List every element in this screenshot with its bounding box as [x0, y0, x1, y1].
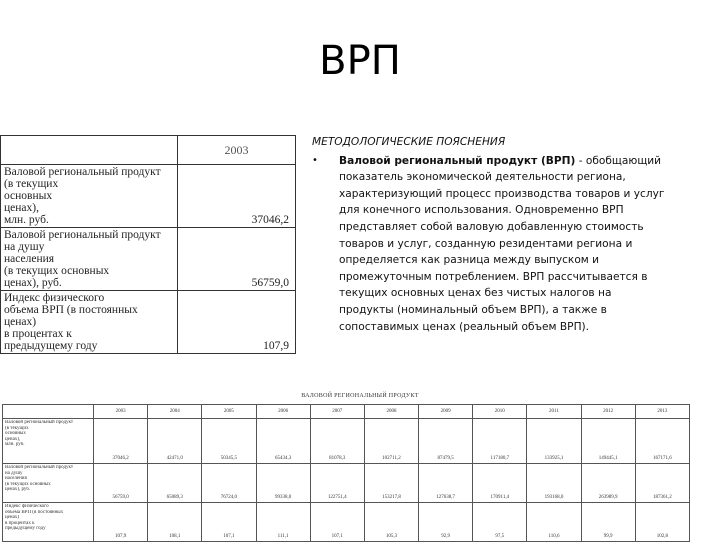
- row-value: 56759,0: [94, 464, 148, 503]
- row-label: [1, 228, 178, 291]
- row-value: 56759,0: [178, 228, 296, 291]
- row-label-line: ценах), руб.: [5, 487, 31, 493]
- row-label-line: Валовой региональный продукт: [4, 229, 161, 241]
- row-value: 97,5: [473, 503, 527, 542]
- row-value: 108,1: [148, 503, 202, 542]
- bullet-line: показатель экономической деятельности региона,: [339, 171, 626, 184]
- table-row: [1, 228, 296, 291]
- row-label-line: (в текущих: [4, 178, 59, 190]
- row-label-line: в процентах к: [5, 520, 35, 526]
- row-label-line: предыдущему году: [4, 340, 98, 352]
- row-value: 187361,2: [635, 464, 689, 503]
- bold-term: Валовой региональный продукт (ВРП): [339, 154, 576, 167]
- row-label-line: Индекс физического: [4, 292, 105, 304]
- row-value: 263989,9: [581, 464, 635, 503]
- row-label-line: населения: [4, 253, 55, 265]
- row-label-line: Валовой региональный продукт: [4, 166, 161, 178]
- row-label-line: (в текущих основных: [4, 265, 110, 277]
- row-label-line: млн. руб.: [4, 214, 49, 226]
- bullet-line: промежуточным потреблением. ВРП рассчитывается в: [339, 270, 648, 283]
- row-value: 65089,3: [148, 464, 202, 503]
- row-value: 117180,7: [473, 419, 527, 464]
- bullet-item: [312, 153, 702, 336]
- bullet-line: характеризующий процесс производства товаров и услуг: [339, 187, 665, 200]
- row-value: 102711,2: [364, 419, 418, 464]
- header-year: 2010: [473, 405, 527, 419]
- row-value: 107,1: [202, 503, 256, 542]
- wide-table-title: ВАЛОВОЙ РЕГИОНАЛЬНЫЙ ПРОДУКТ: [301, 393, 419, 399]
- row-label-line: млн. руб.: [5, 442, 25, 448]
- row-label-line: ценах),: [4, 202, 39, 214]
- row-label-line: (в текущих основных: [5, 481, 51, 487]
- header-year: 2003: [94, 405, 148, 419]
- header-blank-cell: [1, 136, 178, 165]
- row-label-line: Валовой региональный продукт: [5, 420, 74, 425]
- row-value: 107,1: [310, 503, 364, 542]
- grp-multiyear-table: [2, 404, 690, 542]
- header-year: 2008: [364, 405, 418, 419]
- row-value: 111,1: [256, 503, 310, 542]
- header-year: 2013: [635, 405, 689, 419]
- slide-title: ВРП: [319, 38, 401, 84]
- row-label-line: (в текущих: [5, 425, 29, 431]
- grp-2003-table: [0, 135, 296, 354]
- header-year: 2004: [148, 405, 202, 419]
- header-year: 2007: [310, 405, 364, 419]
- row-value: 37046,2: [178, 165, 296, 228]
- row-label-line: ценах): [5, 515, 19, 521]
- row-label-line: в процентах к: [4, 328, 72, 340]
- bullet-icon: •: [312, 154, 318, 166]
- row-label-line: ценах),: [5, 436, 21, 442]
- bullet-line: для конечного использования. Одновременно ВРП: [339, 204, 624, 217]
- row-value: 133925,1: [527, 419, 581, 464]
- row-value: 110,6: [527, 503, 581, 542]
- bullet-line: товаров и услуг, созданную резидентами региона и: [339, 237, 633, 250]
- row-value: 107,9: [94, 503, 148, 542]
- row-value: 102,8: [635, 503, 689, 542]
- row-label: [3, 419, 94, 464]
- row-value: 167171,6: [635, 419, 689, 464]
- row-value: 37046,2: [94, 419, 148, 464]
- row-label: [1, 165, 178, 228]
- row-label-line: основных: [4, 190, 53, 202]
- header-blank-cell: [3, 405, 94, 419]
- table-row: [3, 419, 690, 464]
- row-label-line: населения: [5, 476, 27, 482]
- table-row: [1, 291, 296, 354]
- bullet-line-text: - обобщающий: [575, 154, 662, 167]
- notes-heading: МЕТОДОЛОГИЧЕСКИЕ ПОЯСНЕНИЯ: [312, 136, 506, 148]
- row-value: 81078,3: [310, 419, 364, 464]
- bullet-text: [339, 153, 702, 336]
- header-year: 2012: [581, 405, 635, 419]
- row-value: 149445,1: [581, 419, 635, 464]
- row-value: 87479,5: [419, 419, 473, 464]
- row-label-line: Индекс физического: [5, 504, 49, 509]
- row-value: 42471,0: [148, 419, 202, 464]
- table-header-row: [1, 136, 296, 165]
- header-year: 2005: [202, 405, 256, 419]
- row-label-line: на душу: [5, 470, 23, 476]
- row-value: 107,9: [178, 291, 296, 354]
- methodology-notes: [312, 134, 702, 335]
- row-label-line: объема ВРП (в постоянных: [4, 304, 138, 316]
- row-label-line: ценах), руб.: [4, 277, 62, 289]
- row-value: 127638,7: [419, 464, 473, 503]
- bullet-line: определяется как разница между выпуском и: [339, 254, 600, 267]
- row-value: 122751,4: [310, 464, 364, 503]
- row-label: [1, 291, 178, 354]
- row-label: [3, 464, 94, 503]
- row-value: 99338,0: [256, 464, 310, 503]
- table-row: [3, 464, 690, 503]
- bullet-line: продукты (номинальный объем ВРП), а также в: [339, 303, 607, 316]
- table-row: [3, 503, 690, 542]
- bullet-line: сопоставимых ценах (реальный объем ВРП).: [339, 320, 590, 333]
- row-value: 153217,8: [364, 464, 418, 503]
- row-label-line: Валовой региональный продукт: [5, 465, 74, 470]
- row-value: 92,9: [419, 503, 473, 542]
- row-value: 50345,5: [202, 419, 256, 464]
- header-year: 2009: [419, 405, 473, 419]
- header-year: 2003: [178, 136, 296, 165]
- row-label: [3, 503, 94, 542]
- row-label-line: ценах): [4, 316, 37, 328]
- header-year: 2011: [527, 405, 581, 419]
- table-row: [1, 165, 296, 228]
- row-value: 170911,4: [473, 464, 527, 503]
- bullet-line: [339, 153, 702, 170]
- row-value: 65434,3: [256, 419, 310, 464]
- row-label-line: предыдущему году: [5, 526, 46, 532]
- table-header-row: [3, 405, 690, 419]
- row-label-line: основных: [5, 431, 26, 437]
- row-value: 193168,0: [527, 464, 581, 503]
- header-year: 2006: [256, 405, 310, 419]
- bullet-line: текущих основных ценах без чистых налогов на: [339, 287, 612, 300]
- row-label-line: на душу: [4, 241, 45, 253]
- row-value: 76724,0: [202, 464, 256, 503]
- row-value: 99,9: [581, 503, 635, 542]
- row-value: 105,3: [364, 503, 418, 542]
- row-label-line: объема ВРП (в постоянных: [5, 509, 64, 515]
- bullet-line: представляет собой валовую добавленную стоимость: [339, 220, 644, 233]
